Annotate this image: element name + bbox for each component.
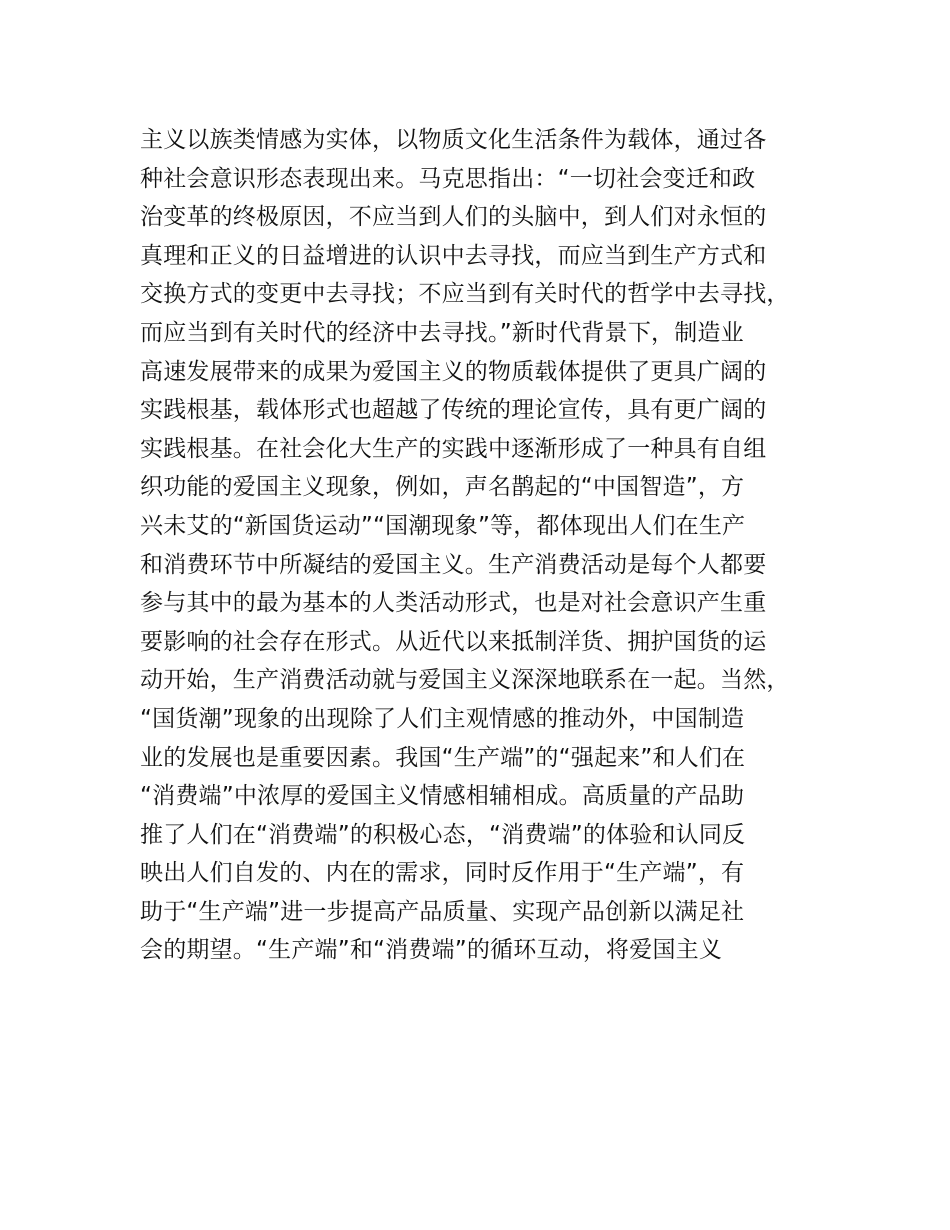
text-line: 实践根基。在社会化大生产的实践中逐渐形成了一种具有自组 xyxy=(140,435,767,462)
text-line: 主义以族类情感为实体，以物质文化生活条件为载体，通过各 xyxy=(140,127,767,153)
text-line: 真理和正义的日益增进的认识中去寻找，而应当到生产方式和 xyxy=(140,242,767,269)
text-line: 高速发展带来的成果为爱国主义的物质载体提供了更具广阔的 xyxy=(140,358,767,385)
text-line: 种社会意识形态表现出来。马克思指出：“一切社会变迁和政 xyxy=(140,165,756,192)
text-line: 会的期望。“生产端”和“消费端”的循环互动，将爱国主义 xyxy=(140,937,723,964)
text-line: 推了人们在“消费端”的积极心态，“消费端”的体验和认同反 xyxy=(140,821,746,848)
text-line: 治变革的终极原因，不应当到人们的头脑中，到人们对永恒的 xyxy=(140,204,767,231)
text-line: 和消费环节中所凝结的爱国主义。生产消费活动是每个人都要 xyxy=(140,551,767,578)
text-line: 业的发展也是重要因素。我国“生产端”的“强起来”和人们在 xyxy=(140,744,746,771)
body-paragraph xyxy=(140,121,840,970)
text-line: 织功能的爱国主义现象，例如，声名鹊起的“中国智造”，方 xyxy=(140,474,745,501)
text-line: “国货潮”现象的出现除了人们主观情感的推动外，中国制造 xyxy=(140,705,745,732)
text-line: 要影响的社会存在形式。从近代以来抵制洋货、拥护国货的运 xyxy=(140,628,767,655)
text-line: 兴未艾的“新国货运动”“国潮现象”等，都体现出人们在生产 xyxy=(140,512,746,539)
text-line: 实践根基，载体形式也超越了传统的理论宣传，具有更广阔的 xyxy=(140,397,767,424)
text-line: 参与其中的最为基本的人类活动形式，也是对社会意识产生重 xyxy=(140,590,767,617)
text-line: 动开始，生产消费活动就与爱国主义深深地联系在一起。当然， xyxy=(140,667,790,694)
text-line: 交换方式的变更中去寻找；不应当到有关时代的哲学中去寻找， xyxy=(140,281,790,308)
text-line: 而应当到有关时代的经济中去寻找。”新时代背景下，制造业 xyxy=(140,319,744,346)
text-line: 助于“生产端”进一步提高产品质量、实现产品创新以满足社 xyxy=(140,898,745,925)
text-line: “消费端”中浓厚的爱国主义情感相辅相成。高质量的产品助 xyxy=(140,783,745,810)
text-line: 映出人们自发的、内在的需求，同时反作用于“生产端”，有 xyxy=(140,860,745,887)
